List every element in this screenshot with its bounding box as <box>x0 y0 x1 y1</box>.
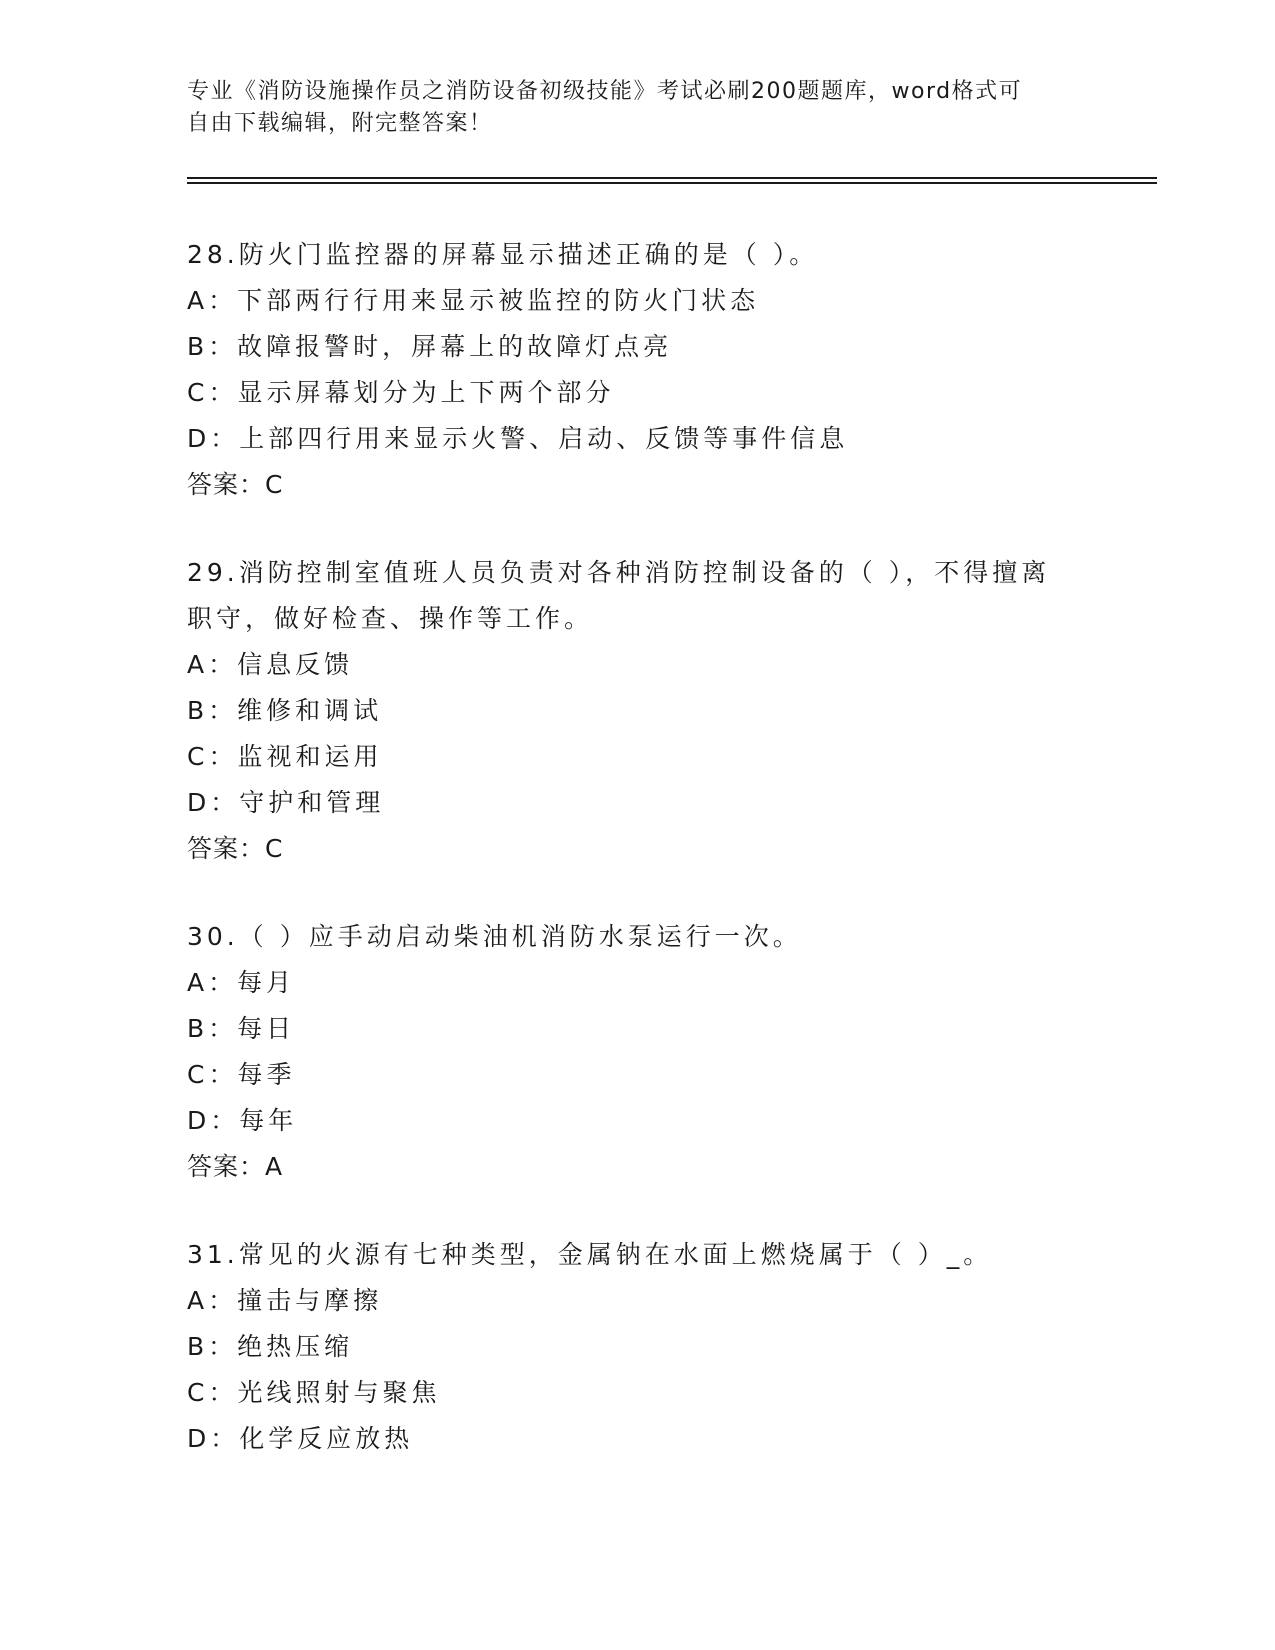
option-key: B： <box>187 332 238 361</box>
option-text: 故障报警时，屏幕上的故障灯点亮 <box>237 332 673 361</box>
option-key: D： <box>187 788 240 817</box>
option-key: C： <box>187 742 238 771</box>
header-divider-bottom <box>187 182 1157 184</box>
option-d <box>187 1416 1087 1462</box>
question-stem: 28.防火门监控器的屏幕显示描述正确的是（ ）。 <box>187 240 819 269</box>
option-text: 撞击与摩擦 <box>237 1286 383 1315</box>
option-key: D： <box>187 424 240 453</box>
question-30 <box>187 914 1087 1190</box>
option-b <box>187 324 1087 370</box>
question-31 <box>187 1232 1087 1462</box>
option-a <box>187 278 1087 324</box>
answer-label: 答案：A <box>187 1152 284 1181</box>
question-28 <box>187 232 1087 508</box>
option-key: B： <box>187 1014 238 1043</box>
document-header <box>187 76 1067 140</box>
option-text: 绝热压缩 <box>237 1332 354 1361</box>
answer-label: 答案：C <box>187 834 284 863</box>
option-text: 每日 <box>237 1014 296 1043</box>
header-divider-top <box>187 177 1157 179</box>
option-d <box>187 780 1087 826</box>
option-text: 显示屏幕划分为上下两个部分 <box>237 378 615 407</box>
question-stem: 31.常见的火源有七种类型，金属钠在水面上燃烧属于（ ）_。 <box>187 1240 993 1269</box>
option-key: C： <box>187 1060 238 1089</box>
question-stem: 30.（ ）应手动启动柴油机消防水泵运行一次。 <box>187 922 802 951</box>
option-b <box>187 688 1087 734</box>
option-key: B： <box>187 696 238 725</box>
option-text: 下部两行行用来显示被监控的防火门状态 <box>237 286 760 315</box>
option-c <box>187 734 1087 780</box>
option-a <box>187 642 1087 688</box>
option-text: 信息反馈 <box>237 650 354 679</box>
option-text: 每月 <box>237 968 296 997</box>
option-c <box>187 370 1087 416</box>
option-key: D： <box>187 1424 240 1453</box>
option-text: 化学反应放热 <box>239 1424 414 1453</box>
header-line-2: 自由下载编辑，附完整答案！ <box>187 111 493 136</box>
option-key: A： <box>187 650 238 679</box>
option-text: 上部四行用来显示火警、启动、反馈等事件信息 <box>239 424 849 453</box>
option-key: A： <box>187 968 238 997</box>
option-key: B： <box>187 1332 238 1361</box>
option-c <box>187 1052 1087 1098</box>
question-29 <box>187 550 1087 872</box>
question-list <box>187 232 1087 1504</box>
option-text: 每季 <box>237 1060 296 1089</box>
option-d <box>187 1098 1087 1144</box>
option-a <box>187 1278 1087 1324</box>
option-d <box>187 416 1087 462</box>
option-text: 守护和管理 <box>239 788 385 817</box>
option-key: D： <box>187 1106 240 1135</box>
answer-label: 答案：C <box>187 470 284 499</box>
option-text: 监视和运用 <box>237 742 383 771</box>
option-text: 维修和调试 <box>237 696 383 725</box>
option-key: C： <box>187 378 238 407</box>
option-key: C： <box>187 1378 238 1407</box>
option-text: 每年 <box>239 1106 298 1135</box>
option-c <box>187 1370 1087 1416</box>
option-text: 光线照射与聚焦 <box>237 1378 441 1407</box>
option-a <box>187 960 1087 1006</box>
option-key: A： <box>187 1286 238 1315</box>
option-key: A： <box>187 286 238 315</box>
question-stem: 29.消防控制室值班人员负责对各种消防控制设备的（ ），不得擅离职守，做好检查、操作等工作。 <box>187 558 1051 633</box>
header-line-1: 专业《消防设施操作员之消防设备初级技能》考试必刷200题题库，word格式可 <box>187 79 1023 104</box>
option-b <box>187 1006 1087 1052</box>
option-b <box>187 1324 1087 1370</box>
